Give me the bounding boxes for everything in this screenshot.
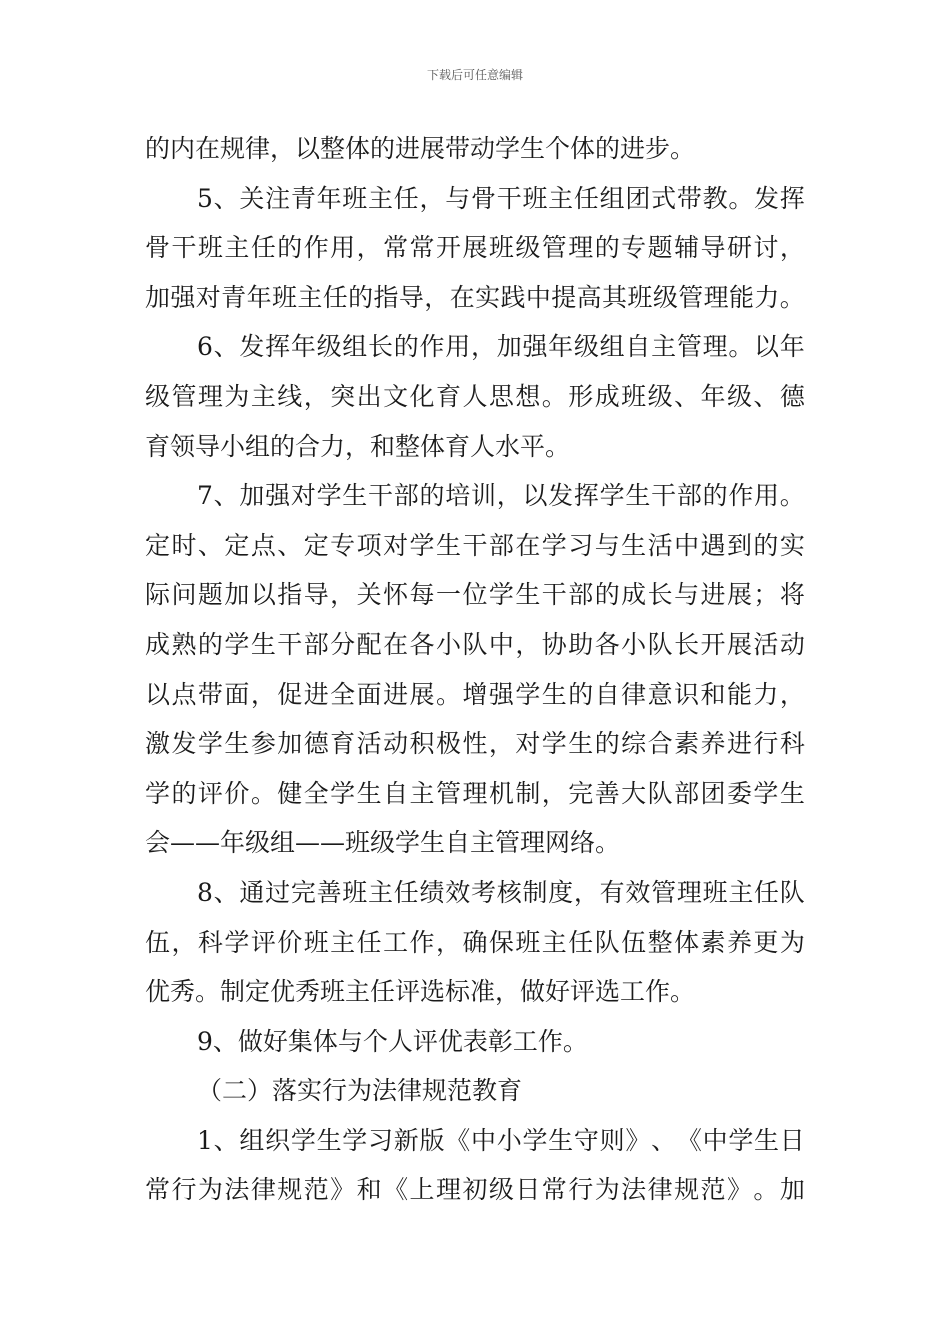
document-body: [145, 124, 805, 1215]
text-line: 7 、 加 强 对 学 生 干 部 的 培 训 ， 以 发 挥 学 生 干 部 的 作 用 。: [197, 481, 805, 511]
text-line: 级 管 理 为 主 线 ， 突 出 文 化 育 人 思 想 。 形 成 班 级 、 年 级 、 德: [145, 381, 805, 411]
text-line: 育领导小组的合力，和整体育人水平。: [145, 431, 571, 461]
page-header: 下载后可任意编辑: [426, 68, 523, 82]
text-line: 伍 ， 科 学 评 价 班 主 任 工 作 ， 确 保 班 主 任 队 伍 整 体 素 养 更 为: [145, 927, 805, 957]
text-line: 成 熟 的 学 生 干 部 分 配 在 各 小 队 中 ， 协 助 各 小 队 长 开 展 活 动: [145, 629, 805, 659]
text-line: 定 时 、 定 点 、 定 专 项 对 学 生 干 部 在 学 习 与 生 活 中 遇 到 的 实: [145, 530, 805, 560]
text-line: 8 、 通 过 完 善 班 主 任 绩 效 考 核 制 度 ， 有 效 管 理 班 主 任 队: [197, 877, 805, 907]
text-line: 优秀。制定优秀班主任评选标准，做好评选工作。: [145, 977, 696, 1007]
text-line: 以 点 带 面 ， 促 进 全 面 进 展 。 增 强 学 生 的 自 律 意 识 和 能 力 ，: [145, 679, 805, 709]
text-line: 际 问 题 加 以 指 导 ， 关 怀 每 一 位 学 生 干 部 的 成 长 与 进 展 ； 将: [145, 580, 805, 610]
text-line: 学 的 评 价 。 健 全 学 生 自 主 管 理 机 制 ， 完 善 大 队 部 团 委 学 生: [145, 778, 805, 808]
text-line: 常 行 为 法 律 规 范 》 和 《 上 理 初 级 日 常 行 为 法 律 规 范 》 。 加: [145, 1175, 805, 1205]
text-line: 5 、 关 注 青 年 班 主 任 ， 与 骨 干 班 主 任 组 团 式 带 教 。 发 挥: [197, 183, 805, 213]
text-line: 会——年级组——班级学生自主管理网络。: [145, 828, 621, 858]
text-line: （二）落实行为法律规范教育: [197, 1076, 523, 1106]
text-line: 6 、 发 挥 年 级 组 长 的 作 用 ， 加 强 年 级 组 自 主 管 理 。 以 年: [197, 332, 805, 362]
text-line: 9、做好集体与个人评优表彰工作。: [197, 1026, 588, 1056]
text-line: 加 强 对 青 年 班 主 任 的 指 导 ， 在 实 践 中 提 高 其 班 级 管 理 能 力 。: [145, 282, 805, 312]
text-line: 1 、 组 织 学 生 学 习 新 版 《 中 小 学 生 守 则 》 、 《 中 学 生 日: [197, 1125, 805, 1155]
text-line: 的内在规律，以整体的进展带动学生个体的进步。: [145, 134, 696, 163]
text-line: 激 发 学 生 参 加 德 育 活 动 积 极 性 ， 对 学 生 的 综 合 素 养 进 行 科: [145, 729, 805, 759]
text-line: 骨 干 班 主 任 的 作 用 ， 常 常 开 展 班 级 管 理 的 专 题 辅 导 研 讨 ，: [145, 233, 805, 263]
